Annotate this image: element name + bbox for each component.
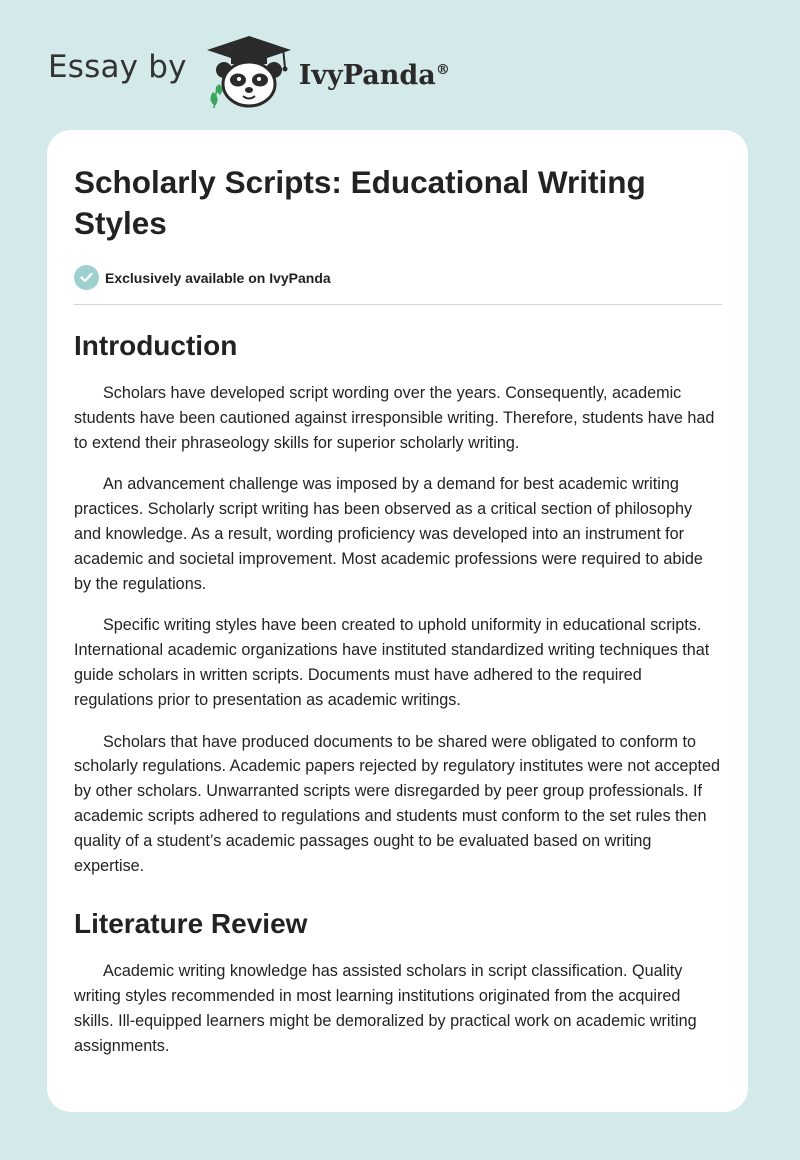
essay-title: Scholarly Scripts: Educational Writing Styles bbox=[74, 164, 646, 241]
checkmark-icon bbox=[74, 265, 99, 290]
essay-by-label: Essay by bbox=[48, 49, 187, 85]
registered-mark: ® bbox=[435, 61, 450, 78]
paragraph: Scholars have developed script wording over the years. Consequently, academic students have been cautioned against irresponsible writing. Therefore, students have had to extend their phraseology skills for superior scholarly writing. bbox=[74, 384, 715, 452]
site-header bbox=[48, 34, 568, 110]
essay-card bbox=[47, 130, 748, 1112]
brand-text: IvyPanda bbox=[298, 59, 436, 91]
section-heading-literature-review: Literature Review bbox=[74, 908, 308, 940]
paragraph: An advancement challenge was imposed by a demand for best academic writing practices. Scholarly script writing has been observed as a critical section of philosophy and knowledge. As a result, wording proficiency was developed into an instrument for academic and societal improvement. Most academic professions were required to abide by the regulations. bbox=[74, 475, 703, 593]
section-heading-introduction: Introduction bbox=[74, 330, 238, 361]
brand-name bbox=[299, 60, 450, 91]
badge-label: Exclusively available on IvyPanda bbox=[105, 269, 331, 286]
exclusive-badge bbox=[74, 265, 722, 290]
divider bbox=[74, 304, 722, 305]
paragraph: Academic writing knowledge has assisted scholars in script classification. Quality writing styles recommended in most learning institutions originated from the acquired skills. Ill-equipped learners might be demoralized by practical work on academic writing assignments. bbox=[74, 962, 697, 1055]
panda-logo-icon[interactable] bbox=[205, 34, 293, 110]
paragraph: Scholars that have produced documents to be shared were obligated to conform to scholarly regulations. Academic papers rejected by regulatory institutes were not accepted by other scholars. Unwarranted scripts were disregarded by peer group professionals. If academic scripts adhered to regulations and students must conform to the set rules then quality of a student’s academic passages ought to be evaluated based on writing expertise. bbox=[74, 732, 721, 875]
paragraph: Specific writing styles have been created to uphold uniformity in educational scripts. International academic organizations have instituted standardized writing techniques that guide scholars in written scripts. Documents must have adhered to the required regulations prior to presentation as academic writings. bbox=[74, 616, 710, 709]
